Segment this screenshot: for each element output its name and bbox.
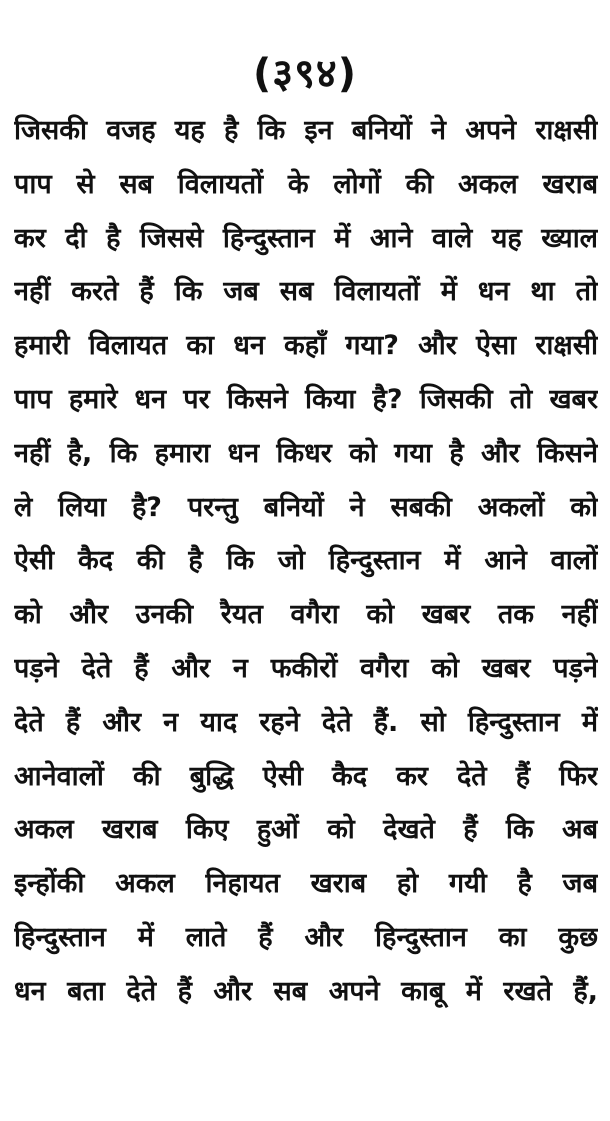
text-line-1: जिसकी वजह यह है कि इन बनियों ने अपने राक्षसी: [14, 115, 598, 146]
text-line-7: नहीं है, कि हमारा धन किधर को गया है और किसने: [14, 437, 598, 469]
text-line-12: देते हैं और न याद रहने देते हैं. सो हिन्दुस्तान में: [14, 706, 598, 738]
page-number: (३९४): [253, 51, 357, 97]
text-line-5: हमारी विलायत का धन कहाँ गया? और ऐसा राक्षसी: [14, 330, 598, 362]
text-line-6: पाप हमारे धन पर किसने किया है? जिसकी तो खबर: [14, 383, 598, 415]
text-line-16: हिन्दुस्तान में लाते हैं और हिन्दुस्तान का कुछ: [14, 921, 598, 953]
text-line-15: इन्होंकी अकल निहायत खराब हो गयी है जब: [14, 868, 598, 900]
text-line-9: ऐसी कैद की है कि जो हिन्दुस्तान में आने वालों: [14, 545, 598, 577]
text-body: [14, 104, 598, 1019]
text-line-8: ले लिया है? परन्तु बनियों ने सबकी अकलों को: [14, 491, 598, 523]
text-line-3: कर दी है जिससे हिन्दुस्तान में आने वाले यह ख्याल: [14, 222, 598, 254]
text-line-11: पड़ने देते हैं और न फकीरों वगैरा को खबर पड़ने: [14, 652, 598, 684]
text-line-4: नहीं करते हैं कि जब सब विलायतों में धन था तो: [14, 276, 598, 308]
text-line-10: को और उनकी रैयत वगैरा को खबर तक नहीं: [14, 599, 598, 631]
text-line-2: पाप से सब विलायतों के लोगों की अकल खराब: [14, 168, 598, 200]
text-line-13: आनेवालों की बुद्धि ऐसी कैद कर देते हैं फिर: [14, 760, 598, 792]
text-line-14: अकल खराब किए हुओं को देखते हैं कि अब: [14, 814, 598, 846]
text-line-17: धन बता देते हैं और सब अपने काबू में रखते हैं,: [14, 975, 598, 1007]
